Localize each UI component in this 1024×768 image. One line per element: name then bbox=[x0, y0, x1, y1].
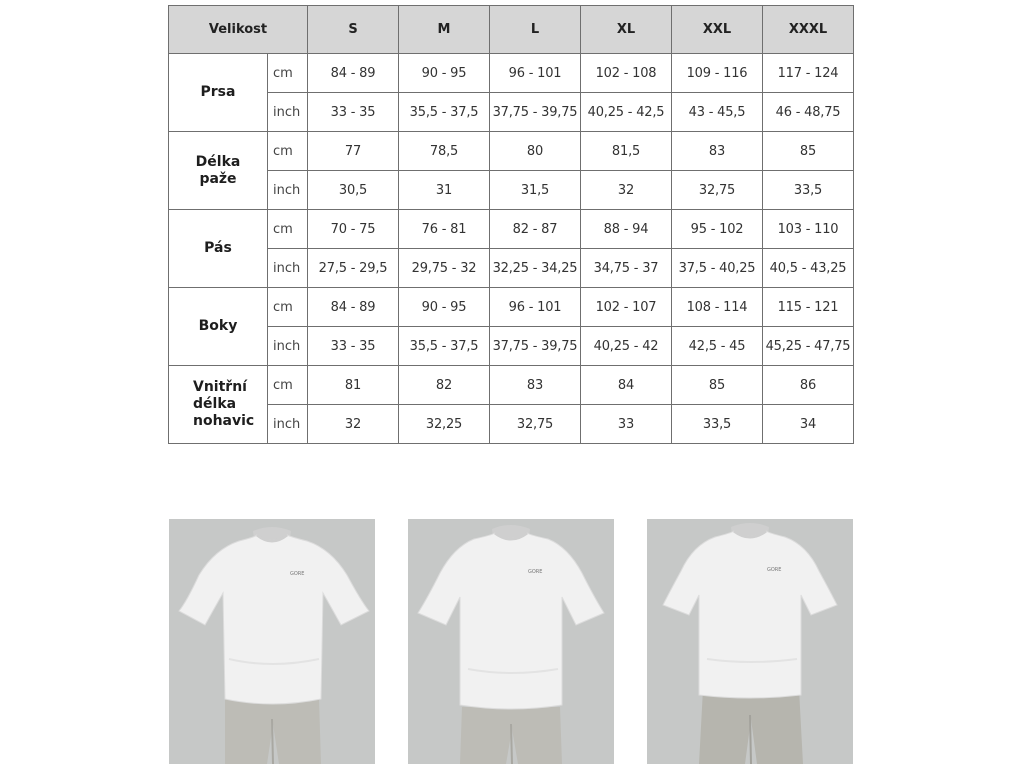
measure-label-chest bbox=[169, 54, 268, 132]
size-label: Velikost bbox=[169, 6, 308, 54]
fit-image-2 bbox=[408, 519, 614, 764]
pants-seam bbox=[750, 715, 751, 764]
size-header-row bbox=[169, 6, 854, 54]
measure-label-line: Vnitřní bbox=[193, 379, 247, 395]
unit-inch: inch bbox=[268, 405, 308, 444]
table-cell: 96 - 101 bbox=[490, 54, 581, 93]
size-header-xxl: XXL bbox=[672, 6, 763, 54]
unit-inch: inch bbox=[268, 93, 308, 132]
table-cell: 80 bbox=[490, 132, 581, 171]
table-cell: 37,75 - 39,75 bbox=[490, 93, 581, 132]
shirt-logo: GORE bbox=[767, 567, 782, 573]
table-row bbox=[169, 366, 854, 405]
table-cell: 33,5 bbox=[672, 405, 763, 444]
table-cell: 46 - 48,75 bbox=[763, 93, 854, 132]
table-cell: 35,5 - 37,5 bbox=[399, 93, 490, 132]
size-header-m: M bbox=[399, 6, 490, 54]
table-cell: 45,25 - 47,75 bbox=[763, 327, 854, 366]
table-row bbox=[169, 288, 854, 327]
table-cell: 83 bbox=[672, 132, 763, 171]
table-cell: 117 - 124 bbox=[763, 54, 854, 93]
table-cell: 81 bbox=[308, 366, 399, 405]
measure-label-line: paže bbox=[199, 170, 237, 187]
unit-inch: inch bbox=[268, 171, 308, 210]
table-cell: 95 - 102 bbox=[672, 210, 763, 249]
table-cell: 81,5 bbox=[581, 132, 672, 171]
table-cell: 102 - 108 bbox=[581, 54, 672, 93]
table-cell: 115 - 121 bbox=[763, 288, 854, 327]
unit-cm: cm bbox=[268, 132, 308, 171]
table-row bbox=[169, 54, 854, 93]
unit-inch: inch bbox=[268, 327, 308, 366]
fit-image-1 bbox=[169, 519, 375, 764]
table-cell: 82 - 87 bbox=[490, 210, 581, 249]
table-cell: 33 - 35 bbox=[308, 93, 399, 132]
size-header-s: S bbox=[308, 6, 399, 54]
table-cell: 32 bbox=[308, 405, 399, 444]
measure-label-inseam bbox=[169, 366, 268, 444]
table-cell: 43 - 45,5 bbox=[672, 93, 763, 132]
table-cell: 35,5 - 37,5 bbox=[399, 327, 490, 366]
table-cell: 102 - 107 bbox=[581, 288, 672, 327]
table-cell: 96 - 101 bbox=[490, 288, 581, 327]
table-cell: 77 bbox=[308, 132, 399, 171]
table-cell: 84 bbox=[581, 366, 672, 405]
size-header-xl: XL bbox=[581, 6, 672, 54]
table-cell: 40,5 - 43,25 bbox=[763, 249, 854, 288]
measure-label-line: Délka bbox=[195, 153, 241, 170]
unit-inch: inch bbox=[268, 249, 308, 288]
shirt-figure bbox=[169, 519, 375, 764]
measure-label-line: délka bbox=[193, 396, 237, 412]
measure-label-waist bbox=[169, 210, 268, 288]
measure-label-hips bbox=[169, 288, 268, 366]
table-cell: 85 bbox=[763, 132, 854, 171]
table-cell: 31,5 bbox=[490, 171, 581, 210]
table-cell: 33,5 bbox=[763, 171, 854, 210]
shirt-figure bbox=[647, 519, 853, 764]
table-row bbox=[169, 405, 854, 444]
size-header-l: L bbox=[490, 6, 581, 54]
measure-label-line: nohavic bbox=[193, 413, 255, 429]
table-cell: 32,75 bbox=[672, 171, 763, 210]
measure-label-line: Pás bbox=[204, 240, 232, 256]
table-cell: 70 - 75 bbox=[308, 210, 399, 249]
table-cell: 37,75 - 39,75 bbox=[490, 327, 581, 366]
pants-seam bbox=[511, 724, 512, 764]
table-cell: 84 - 89 bbox=[308, 54, 399, 93]
pants-seam bbox=[272, 719, 273, 764]
table-cell: 103 - 110 bbox=[763, 210, 854, 249]
table-row bbox=[169, 93, 854, 132]
table-cell: 29,75 - 32 bbox=[399, 249, 490, 288]
unit-cm: cm bbox=[268, 210, 308, 249]
table-cell: 31 bbox=[399, 171, 490, 210]
table-cell: 37,5 - 40,25 bbox=[672, 249, 763, 288]
measure-label-arm-length bbox=[169, 132, 268, 210]
table-cell: 109 - 116 bbox=[672, 54, 763, 93]
table-cell: 84 - 89 bbox=[308, 288, 399, 327]
table-cell: 32,25 bbox=[399, 405, 490, 444]
unit-cm: cm bbox=[268, 366, 308, 405]
table-cell: 76 - 81 bbox=[399, 210, 490, 249]
table-cell: 78,5 bbox=[399, 132, 490, 171]
table-cell: 40,25 - 42,5 bbox=[581, 93, 672, 132]
table-cell: 34 bbox=[763, 405, 854, 444]
table-cell: 90 - 95 bbox=[399, 54, 490, 93]
table-cell: 34,75 - 37 bbox=[581, 249, 672, 288]
unit-cm: cm bbox=[268, 288, 308, 327]
table-cell: 42,5 - 45 bbox=[672, 327, 763, 366]
table-cell: 30,5 bbox=[308, 171, 399, 210]
table-row bbox=[169, 132, 854, 171]
table-cell: 32 bbox=[581, 171, 672, 210]
table-cell: 32,25 - 34,25 bbox=[490, 249, 581, 288]
measure-label-line: Prsa bbox=[200, 84, 236, 100]
size-table bbox=[168, 5, 854, 444]
table-cell: 88 - 94 bbox=[581, 210, 672, 249]
table-cell: 27,5 - 29,5 bbox=[308, 249, 399, 288]
table-cell: 86 bbox=[763, 366, 854, 405]
shirt-figure bbox=[408, 519, 614, 764]
table-row bbox=[169, 249, 854, 288]
size-header-xxxl: XXXL bbox=[763, 6, 854, 54]
measure-label-line: Boky bbox=[198, 318, 238, 334]
unit-cm: cm bbox=[268, 54, 308, 93]
table-cell: 90 - 95 bbox=[399, 288, 490, 327]
table-cell: 85 bbox=[672, 366, 763, 405]
table-cell: 83 bbox=[490, 366, 581, 405]
table-row bbox=[169, 327, 854, 366]
table-cell: 33 bbox=[581, 405, 672, 444]
fit-image-3 bbox=[647, 519, 853, 764]
shirt-logo: GORE bbox=[528, 569, 543, 575]
table-cell: 32,75 bbox=[490, 405, 581, 444]
table-cell: 40,25 - 42 bbox=[581, 327, 672, 366]
shirt-logo: GORE bbox=[290, 571, 305, 577]
table-row bbox=[169, 171, 854, 210]
table-cell: 82 bbox=[399, 366, 490, 405]
table-cell: 33 - 35 bbox=[308, 327, 399, 366]
table-row bbox=[169, 210, 854, 249]
table-cell: 108 - 114 bbox=[672, 288, 763, 327]
